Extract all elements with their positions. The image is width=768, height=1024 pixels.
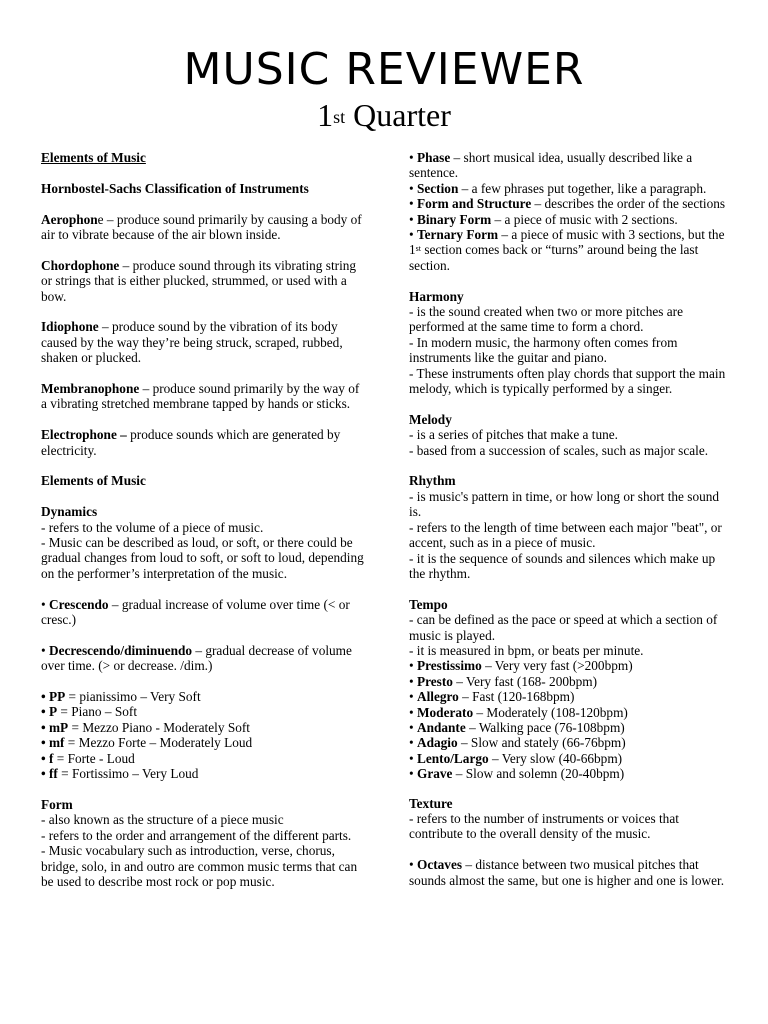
tempo-item: • Allegro – Fast (120-168bpm) bbox=[409, 689, 575, 705]
dynamics-heading: Dynamics bbox=[41, 504, 98, 520]
harmony-heading: Harmony bbox=[409, 288, 464, 304]
rhythm-line: - it is the sequence of sounds and silences which make up the rhythm. bbox=[409, 550, 716, 581]
decrescendo-entry: • Decrescendo/diminuendo – gradual decrease of volume over time. (> or decrease. /dim.) bbox=[41, 642, 352, 674]
harmony-line: - These instruments often play chords that support the main melody, which is typically performed by a singer. bbox=[409, 365, 726, 397]
tempo-item: • Grave – Slow and solemn (20-40bpm) bbox=[409, 766, 625, 782]
texture-heading: Texture bbox=[409, 795, 453, 811]
tempo-item: • Adagio – Slow and stately (66-76bpm) bbox=[409, 735, 626, 751]
binary-form-entry: • Binary Form – a piece of music with 2 sections. bbox=[409, 211, 678, 227]
dynamic-marking-item: • mP = Mezzo Piano - Moderately Soft bbox=[41, 719, 250, 735]
texture-line: - refers to the number of instruments or voices that contribute to the overall density of the music. bbox=[409, 811, 679, 842]
melody-line: - based from a succession of scales, such as major scale. bbox=[409, 442, 709, 458]
dynamic-marking-item: • f = Forte - Loud bbox=[41, 750, 135, 766]
section-heading: Elements of Music bbox=[41, 473, 146, 489]
tempo-line: - it is measured in bpm, or beats per minute. bbox=[409, 642, 644, 658]
page-title: MUSIC REVIEWER bbox=[183, 44, 585, 95]
right-column bbox=[409, 150, 734, 888]
crescendo-entry: • Crescendo – gradual increase of volume over time (< or cresc.) bbox=[41, 596, 350, 628]
harmony-line: - In modern music, the harmony often comes from instruments like the guitar and piano. bbox=[409, 334, 678, 366]
octaves-entry: • Octaves – distance between two musical pitches that sounds almost the same, but one is higher and one is lower. bbox=[409, 857, 725, 888]
harmony-line: - is the sound created when two or more pitches are performed at the same time to form a chord. bbox=[409, 304, 683, 335]
form-heading: Form bbox=[41, 796, 73, 812]
melody-line: - is a series of pitches that make a tune. bbox=[409, 427, 618, 443]
phase-entry: • Phase – short musical idea, usually described like a sentence. bbox=[409, 150, 693, 181]
electrophone-entry: Electrophone – produce sounds which are generated by electricity. bbox=[41, 427, 341, 458]
section-heading: Elements of Music bbox=[41, 150, 146, 165]
rhythm-line: - is music's pattern in time, or how long or short the sound is. bbox=[409, 488, 720, 520]
tempo-item: • Andante – Walking pace (76-108bpm) bbox=[409, 719, 625, 735]
tempo-heading: Tempo bbox=[409, 596, 448, 612]
section-heading: Hornbostel-Sachs Classification of Instruments bbox=[41, 180, 309, 196]
chordophone-entry: Chordophone – produce sound through its vibrating string or strings that is either plucked, strummed, or used with a bow. bbox=[41, 257, 357, 304]
form-structure-entry: • Form and Structure – describes the order of the sections bbox=[409, 196, 726, 212]
dynamic-marking-item: • mf = Mezzo Forte – Moderately Loud bbox=[41, 735, 253, 751]
rhythm-line: - refers to the length of time between each major "beat", or accent, such as in a piece of music. bbox=[409, 519, 722, 551]
subtitle-superscript: st bbox=[333, 107, 346, 127]
tempo-item: • Prestissimo – Very very fast (>200bpm) bbox=[409, 658, 633, 674]
idiophone-entry: Idiophone – produce sound by the vibration of its body caused by the way they’re being struck, scraped, rubbed, shaken or plucked. bbox=[41, 319, 343, 366]
subtitle-text: Quarter bbox=[345, 97, 451, 133]
tempo-item: • Presto – Very fast (168- 200bpm) bbox=[409, 673, 598, 689]
dynamic-marking-item: • ff = Fortissimo – Very Loud bbox=[41, 766, 199, 782]
membranophone-entry: Membranophone – produce sound primarily by the way of a vibrating stretched membrane tapped by hands or sticks. bbox=[41, 381, 360, 412]
ternary-form-entry: • Ternary Form – a piece of music with 3 sections, but the 1st section comes back or “turns” around being the last section. bbox=[409, 227, 725, 273]
melody-heading: Melody bbox=[409, 411, 452, 427]
tempo-item: • Moderato – Moderately (108-120bpm) bbox=[409, 704, 628, 720]
tempo-item: • Lento/Largo – Very slow (40-66bpm) bbox=[409, 750, 623, 766]
form-line: - refers to the order and arrangement of the different parts. bbox=[41, 827, 352, 843]
form-line: - also known as the structure of a piece music bbox=[41, 812, 284, 828]
dynamic-marking-item: • PP = pianissimo – Very Soft bbox=[41, 689, 201, 705]
dynamic-marking-item: • P = Piano – Soft bbox=[41, 704, 138, 720]
form-line: - Music vocabulary such as introduction, verse, chorus, bridge, solo, in and outro are common music terms that can be used to describe most rock or pop music. bbox=[41, 843, 358, 889]
tempo-line: - can be defined as the pace or speed at which a section of music is played. bbox=[409, 612, 718, 643]
dynamics-line: - refers to the volume of a piece of music. bbox=[41, 519, 264, 535]
rhythm-heading: Rhythm bbox=[409, 473, 456, 489]
aerophone-entry: Aerophone – produce sound primarily by causing a body of air to vibrate because of the air blown inside. bbox=[41, 211, 362, 242]
subtitle-number: 1 bbox=[317, 97, 334, 133]
page-subtitle bbox=[0, 96, 768, 134]
dynamics-line: - Music can be described as loud, or soft, or there could be gradual changes from loud to soft, or soft to loud, depending on the performer’s interpretation of the music. bbox=[41, 535, 364, 581]
section-entry: • Section – a few phrases put together, like a paragraph. bbox=[409, 180, 707, 196]
left-column bbox=[41, 150, 366, 889]
